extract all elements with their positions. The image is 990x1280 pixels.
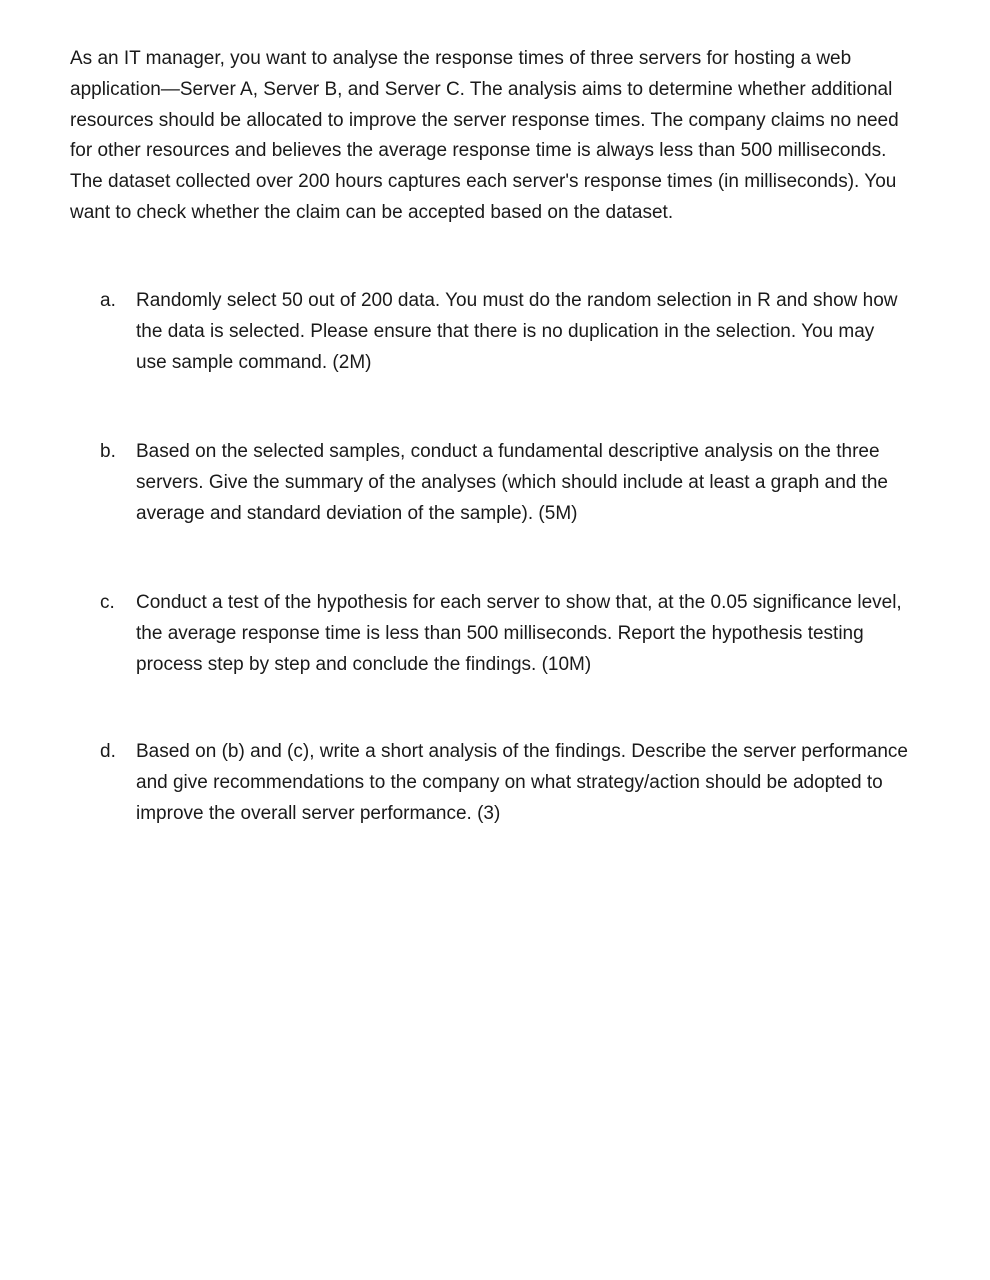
question-c-letter: c. [100,592,115,613]
question-a-text: Randomly select 50 out of 200 data. You must do the random selection in R and show how the data is selected. Please ensure that there is no duplication in the selection. You may use sample command. (2M) [136,290,898,373]
question-a-letter: a. [100,290,116,311]
question-c [100,588,910,680]
question-b [100,437,910,529]
question-c-text: Conduct a test of the hypothesis for each server to show that, at the 0.05 significance level, the average response time is less than 500 milliseconds. Report the hypothesis testing process step by step and conclude the findings. (10M) [136,592,902,675]
question-a [100,286,910,378]
intro-paragraph: As an IT manager, you want to analyse the response times of three servers for hosting a web application—Server A, Server B, and Server C. The analysis aims to determine whether additional resources should be allocated to improve the server response times. The company claims no need for other resources and believes the average response time is always less than 500 milliseconds. The dataset collected over 200 hours captures each server's response times (in milliseconds). You want to check whether the claim can be accepted based on the dataset. [70,48,899,223]
question-d-letter: d. [100,741,116,762]
question-d [100,737,910,829]
question-b-text: Based on the selected samples, conduct a fundamental descriptive analysis on the three servers. Give the summary of the analyses (which should include at least a graph and the average and standard deviation of the sample). (5M) [136,441,888,524]
question-b-letter: b. [100,441,116,462]
question-d-text: Based on (b) and (c), write a short analysis of the findings. Describe the server performance and give recommendations to the company on what strategy/action should be adopted to improve the overall server performance. (3) [136,741,908,824]
